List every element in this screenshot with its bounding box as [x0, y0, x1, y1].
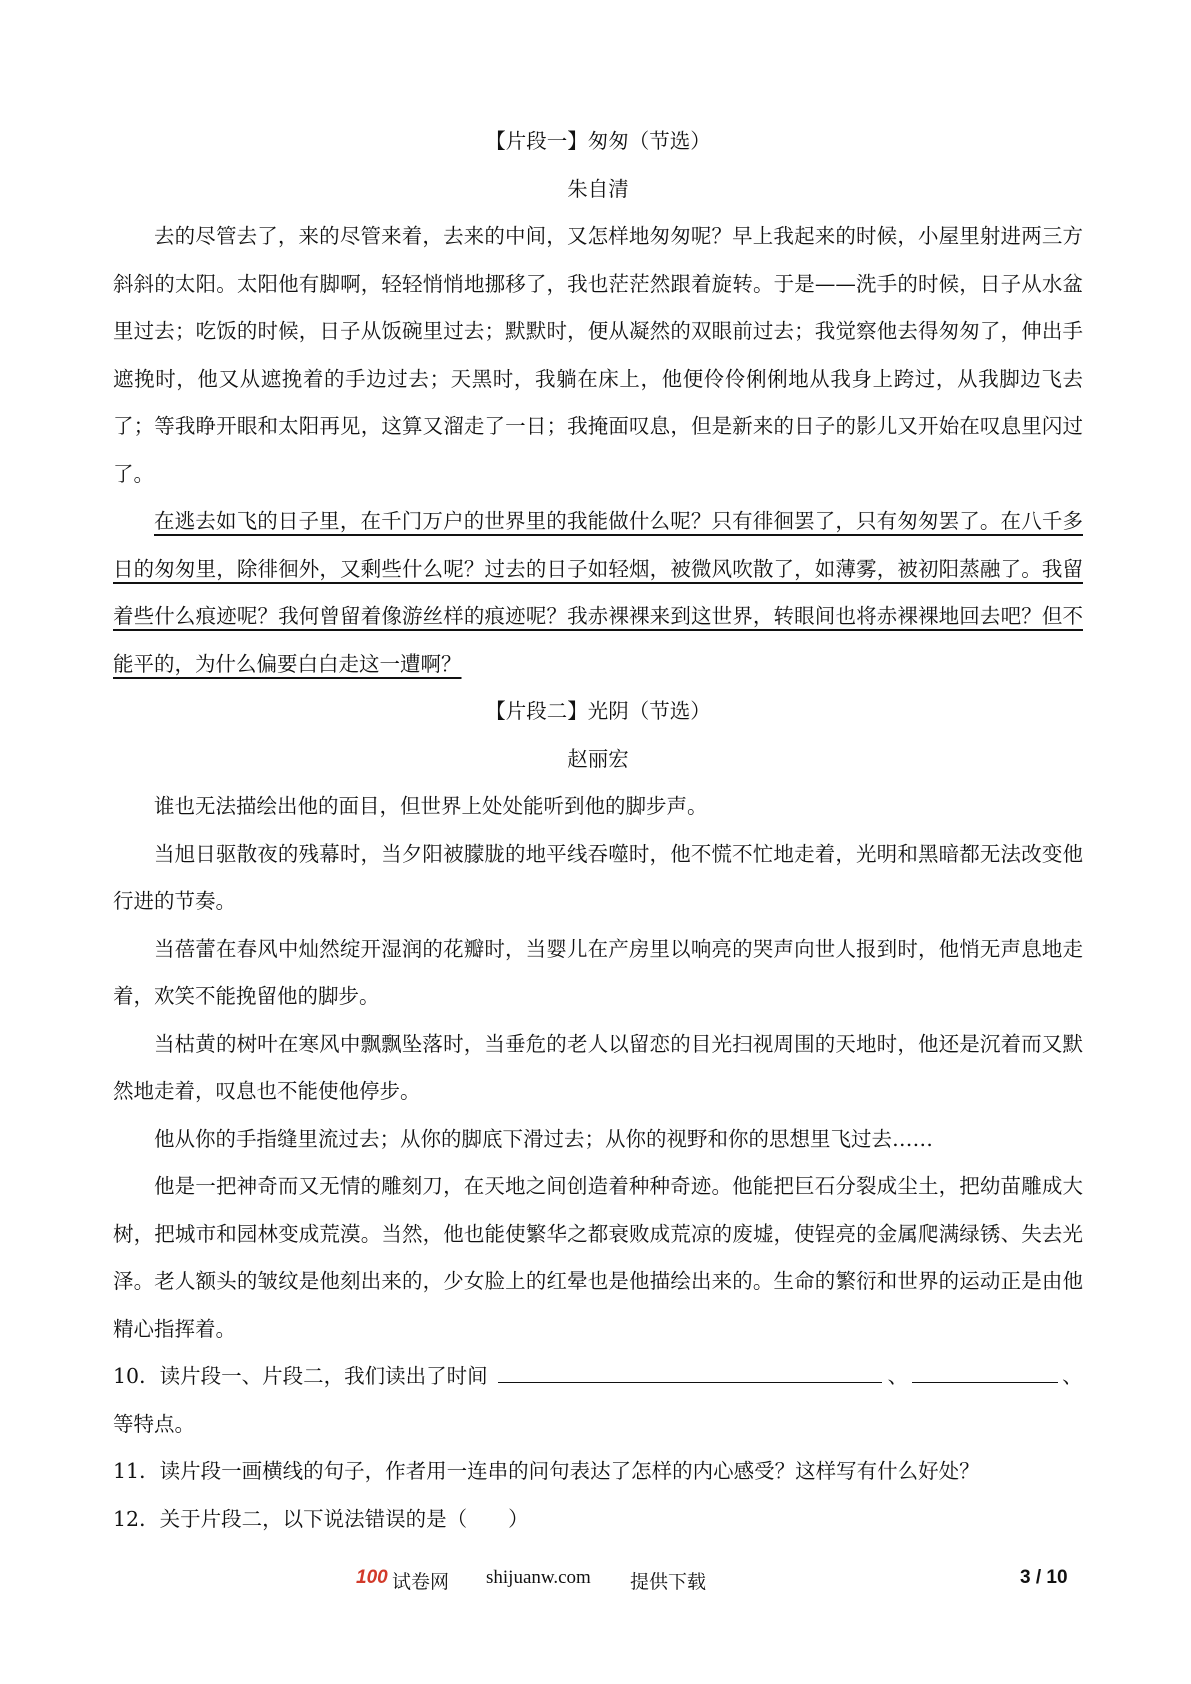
- passage2-paragraph: 他是一把神奇而又无情的雕刻刀，在天地之间创造着种种奇迹。他能把巨石分裂成尘土，把幼苗雕成大树，把城市和园林变成荒漠。当然，他也能使繁华之都衰败成荒凉的废墟，使锃亮的金属爬满绿锈、失去光泽。老人额头的皱纹是他刻出来的，少女脸上的红晕也是他描绘出来的。生命的繁衍和世界的运动正是由他精心指挥着。: [113, 1174, 1083, 1341]
- passage1-author: 朱自清: [567, 176, 629, 201]
- passage2-paragraph: 当枯黄的树叶在寒风中飘飘坠落时，当垂危的老人以留恋的目光扫视周围的天地时，他还是沉着而又默然地走着，叹息也不能使他停步。: [113, 1031, 1083, 1103]
- site-name: 试卷网: [392, 1571, 450, 1593]
- passage2-paragraph: 谁也无法描绘出他的面目，但世界上处处能听到他的脚步声。: [154, 794, 708, 818]
- download-note: 提供下载: [630, 1571, 707, 1593]
- question-11: 11．读片段一画横线的句子，作者用一连串的问句表达了怎样的内心感受？这样写有什么好处？: [113, 1459, 980, 1483]
- answer-blank[interactable]: [498, 1356, 882, 1383]
- passage2-paragraph: 当蓓蕾在春风中灿然绽开湿润的花瓣时，当婴儿在产房里以响亮的哭声向世人报到时，他悄无声息地走着，欢笑不能挽留他的脚步。: [113, 936, 1083, 1008]
- passage2-author: 赵丽宏: [567, 746, 629, 771]
- answer-blank[interactable]: [912, 1356, 1058, 1383]
- question-10-continued: 等特点。: [113, 1411, 195, 1436]
- underlined-passage: 在逃去如飞的日子里，在千门万户的世界里的我能做什么呢？只有徘徊罢了，只有匆匆罢了。在八千多日的匆匆里，除徘徊外，又剩些什么呢？过去的日子如轻烟，被微风吹散了，如薄雾，被初阳蒸融了。我留着些什么痕迹呢？我何曾留着像游丝样的痕迹呢？我赤裸裸来到这世界，转眼间也将赤裸裸地回去吧？但不能平的，为什么偏要白白走这一遭啊？: [113, 509, 1083, 676]
- footer: [0, 1567, 1191, 1597]
- question-10: 10．读片段一、片段二，我们读出了时间 、 、: [113, 1353, 1083, 1401]
- content: [113, 118, 1083, 1543]
- passage1-paragraph: 去的尽管去了，来的尽管来着，去来的中间，又怎样地匆匆呢？早上我起来的时候，小屋里射进两三方斜斜的太阳。太阳他有脚啊，轻轻悄悄地挪移了，我也茫茫然跟着旋转。于是——洗手的时候，日子从水盆里过去；吃饭的时候，日子从饭碗里过去；默默时，便从凝然的双眼前过去；我觉察他去得匆匆了，伸出手遮挽时，他又从遮挽着的手边过去；天黑时，我躺在床上，他便伶伶俐俐地从我身上跨过，从我脚边飞去了；等我睁开眼和太阳再见，这算又溜走了一日；我掩面叹息，但是新来的日子的影儿又开始在叹息里闪过了。: [113, 224, 1083, 486]
- passage2-paragraph: 当旭日驱散夜的残幕时，当夕阳被朦胧的地平线吞噬时，他不慌不忙地走着，光明和黑暗都无法改变他行进的节奏。: [113, 841, 1083, 913]
- passage1-heading: 【片段一】匆匆（节选）: [485, 129, 711, 153]
- site-logo-icon: 100: [356, 1567, 388, 1588]
- page-number: 3 / 10: [1020, 1567, 1068, 1588]
- site-url[interactable]: shijuanw.com: [486, 1567, 591, 1588]
- question-12: 12．关于片段二，以下说法错误的是（ ）: [113, 1506, 529, 1531]
- passage2-heading: 【片段二】光阴（节选）: [485, 699, 711, 723]
- passage2-paragraph: 他从你的手指缝里流过去；从你的脚底下滑过去；从你的视野和你的思想里飞过去……: [154, 1126, 933, 1151]
